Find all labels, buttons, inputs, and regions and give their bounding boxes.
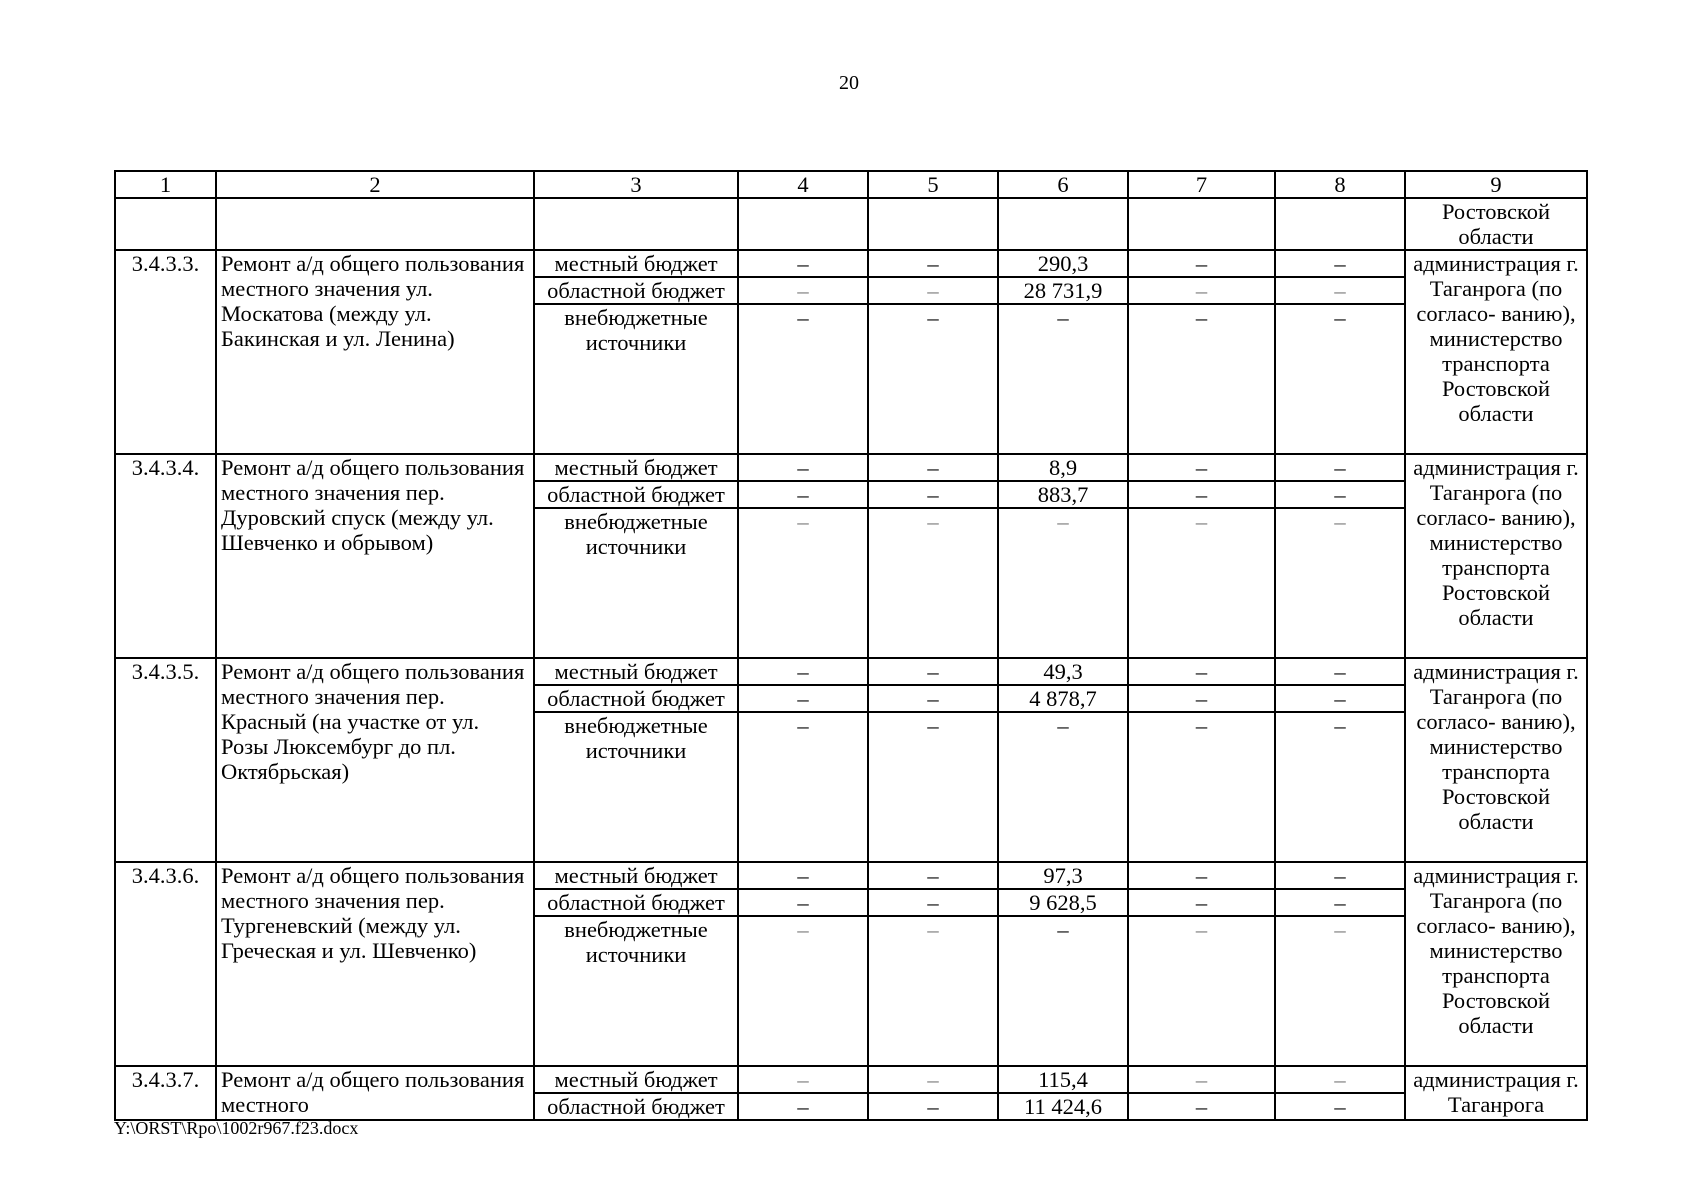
table-row <box>115 862 1587 889</box>
value-c6: 9 628,5 <box>998 889 1128 916</box>
value-c8: – <box>1275 304 1405 454</box>
value-c6: – <box>998 304 1128 454</box>
value-c7: – <box>1128 685 1275 712</box>
value-c6: – <box>998 712 1128 862</box>
value-c8: – <box>1275 1093 1405 1120</box>
carry-cell <box>534 198 738 250</box>
value-c6: 8,9 <box>998 454 1128 481</box>
value-c4: – <box>738 862 868 889</box>
value-c8: – <box>1275 1066 1405 1093</box>
value-c6: 28 731,9 <box>998 277 1128 304</box>
item-name: Ремонт а/д общего пользования местного <box>216 1066 534 1120</box>
value-c8: – <box>1275 685 1405 712</box>
funding-source: областной бюджет <box>534 277 738 304</box>
value-c6: 4 878,7 <box>998 685 1128 712</box>
value-c4: – <box>738 889 868 916</box>
item-name: Ремонт а/д общего пользования местного значения пер. Дуровский спуск (между ул. Шевченко и обрывом) <box>216 454 534 658</box>
value-c8: – <box>1275 277 1405 304</box>
value-c4: – <box>738 250 868 277</box>
value-c5: – <box>868 1093 998 1120</box>
value-c7: – <box>1128 889 1275 916</box>
value-c4: – <box>738 277 868 304</box>
funding-source: областной бюджет <box>534 481 738 508</box>
header-row <box>115 171 1587 198</box>
value-c5: – <box>868 277 998 304</box>
page-number: 20 <box>839 72 859 94</box>
header-col-8: 8 <box>1275 171 1405 198</box>
value-c7: – <box>1128 454 1275 481</box>
value-c7: – <box>1128 250 1275 277</box>
value-c5: – <box>868 916 998 1066</box>
value-c4: – <box>738 508 868 658</box>
funding-source: внебюджетные источники <box>534 304 738 454</box>
value-c8: – <box>1275 862 1405 889</box>
value-c6: 11 424,6 <box>998 1093 1128 1120</box>
value-c8: – <box>1275 250 1405 277</box>
value-c8: – <box>1275 658 1405 685</box>
value-c5: – <box>868 658 998 685</box>
funding-source: областной бюджет <box>534 685 738 712</box>
carry-cell <box>1275 198 1405 250</box>
value-c5: – <box>868 862 998 889</box>
value-c7: – <box>1128 1093 1275 1120</box>
carry-cell <box>216 198 534 250</box>
value-c8: – <box>1275 454 1405 481</box>
funding-source: областной бюджет <box>534 889 738 916</box>
value-c4: – <box>738 685 868 712</box>
responsible-party: администрация г. Таганрога <box>1405 1066 1587 1120</box>
carry-cell <box>115 198 216 250</box>
value-c7: – <box>1128 712 1275 862</box>
value-c8: – <box>1275 916 1405 1066</box>
value-c6: 883,7 <box>998 481 1128 508</box>
value-c5: – <box>868 508 998 658</box>
funding-source: внебюджетные источники <box>534 712 738 862</box>
item-number: 3.4.3.7. <box>115 1066 216 1120</box>
item-number: 3.4.3.4. <box>115 454 216 658</box>
value-c4: – <box>738 658 868 685</box>
carry-cell <box>738 198 868 250</box>
header-col-2: 2 <box>216 171 534 198</box>
value-c7: – <box>1128 658 1275 685</box>
value-c4: – <box>738 1066 868 1093</box>
value-c8: – <box>1275 889 1405 916</box>
header-col-7: 7 <box>1128 171 1275 198</box>
item-number: 3.4.3.3. <box>115 250 216 454</box>
responsible-party: администрация г. Таганрога (по согласо- ванию), министерство транспорта Ростовской области <box>1405 658 1587 862</box>
carry-cell <box>998 198 1128 250</box>
funding-source: областной бюджет <box>534 1093 738 1120</box>
header-col-9: 9 <box>1405 171 1587 198</box>
funding-source: местный бюджет <box>534 862 738 889</box>
responsible-party: администрация г. Таганрога (по согласо- ванию), министерство транспорта Ростовской области <box>1405 862 1587 1066</box>
header-col-1: 1 <box>115 171 216 198</box>
value-c4: – <box>738 481 868 508</box>
carry-over-row <box>115 198 1587 250</box>
value-c7: – <box>1128 1066 1275 1093</box>
value-c7: – <box>1128 862 1275 889</box>
header-col-4: 4 <box>738 171 868 198</box>
table-row <box>115 454 1587 481</box>
value-c4: – <box>738 712 868 862</box>
item-name: Ремонт а/д общего пользования местного значения ул. Москатова (между ул. Бакинская и ул. Ленина) <box>216 250 534 454</box>
item-number: 3.4.3.6. <box>115 862 216 1066</box>
carry-responsible: Ростовской области <box>1405 198 1587 250</box>
value-c4: – <box>738 1093 868 1120</box>
footer-path: Y:\ORST\Rpo\1002r967.f23.docx <box>114 1118 359 1138</box>
value-c7: – <box>1128 304 1275 454</box>
value-c5: – <box>868 481 998 508</box>
funding-source: внебюджетные источники <box>534 916 738 1066</box>
value-c5: – <box>868 1066 998 1093</box>
value-c5: – <box>868 454 998 481</box>
value-c4: – <box>738 454 868 481</box>
value-c6: 115,4 <box>998 1066 1128 1093</box>
value-c7: – <box>1128 916 1275 1066</box>
value-c8: – <box>1275 481 1405 508</box>
table-row <box>115 658 1587 685</box>
value-c8: – <box>1275 712 1405 862</box>
value-c4: – <box>738 304 868 454</box>
value-c6: 290,3 <box>998 250 1128 277</box>
table-row <box>115 1066 1587 1093</box>
funding-source: местный бюджет <box>534 1066 738 1093</box>
item-name: Ремонт а/д общего пользования местного значения пер. Тургеневский (между ул. Греческая и ул. Шевченко) <box>216 862 534 1066</box>
value-c5: – <box>868 685 998 712</box>
value-c8: – <box>1275 508 1405 658</box>
value-c5: – <box>868 250 998 277</box>
header-col-3: 3 <box>534 171 738 198</box>
funding-source: внебюджетные источники <box>534 508 738 658</box>
header-col-6: 6 <box>998 171 1128 198</box>
value-c6: 49,3 <box>998 658 1128 685</box>
value-c6: 97,3 <box>998 862 1128 889</box>
value-c7: – <box>1128 481 1275 508</box>
value-c5: – <box>868 304 998 454</box>
value-c4: – <box>738 916 868 1066</box>
budget-table <box>114 170 1588 1121</box>
funding-source: местный бюджет <box>534 454 738 481</box>
carry-cell <box>868 198 998 250</box>
item-number: 3.4.3.5. <box>115 658 216 862</box>
table-row <box>115 250 1587 277</box>
funding-source: местный бюджет <box>534 250 738 277</box>
value-c6: – <box>998 508 1128 658</box>
value-c7: – <box>1128 508 1275 658</box>
header-col-5: 5 <box>868 171 998 198</box>
value-c7: – <box>1128 277 1275 304</box>
item-name: Ремонт а/д общего пользования местного значения пер. Красный (на участке от ул. Розы Люксембург до пл. Октябрьская) <box>216 658 534 862</box>
responsible-party: администрация г. Таганрога (по согласо- ванию), министерство транспорта Ростовской области <box>1405 250 1587 454</box>
value-c6: – <box>998 916 1128 1066</box>
responsible-party: администрация г. Таганрога (по согласо- ванию), министерство транспорта Ростовской области <box>1405 454 1587 658</box>
carry-cell <box>1128 198 1275 250</box>
funding-source: местный бюджет <box>534 658 738 685</box>
value-c5: – <box>868 889 998 916</box>
value-c5: – <box>868 712 998 862</box>
